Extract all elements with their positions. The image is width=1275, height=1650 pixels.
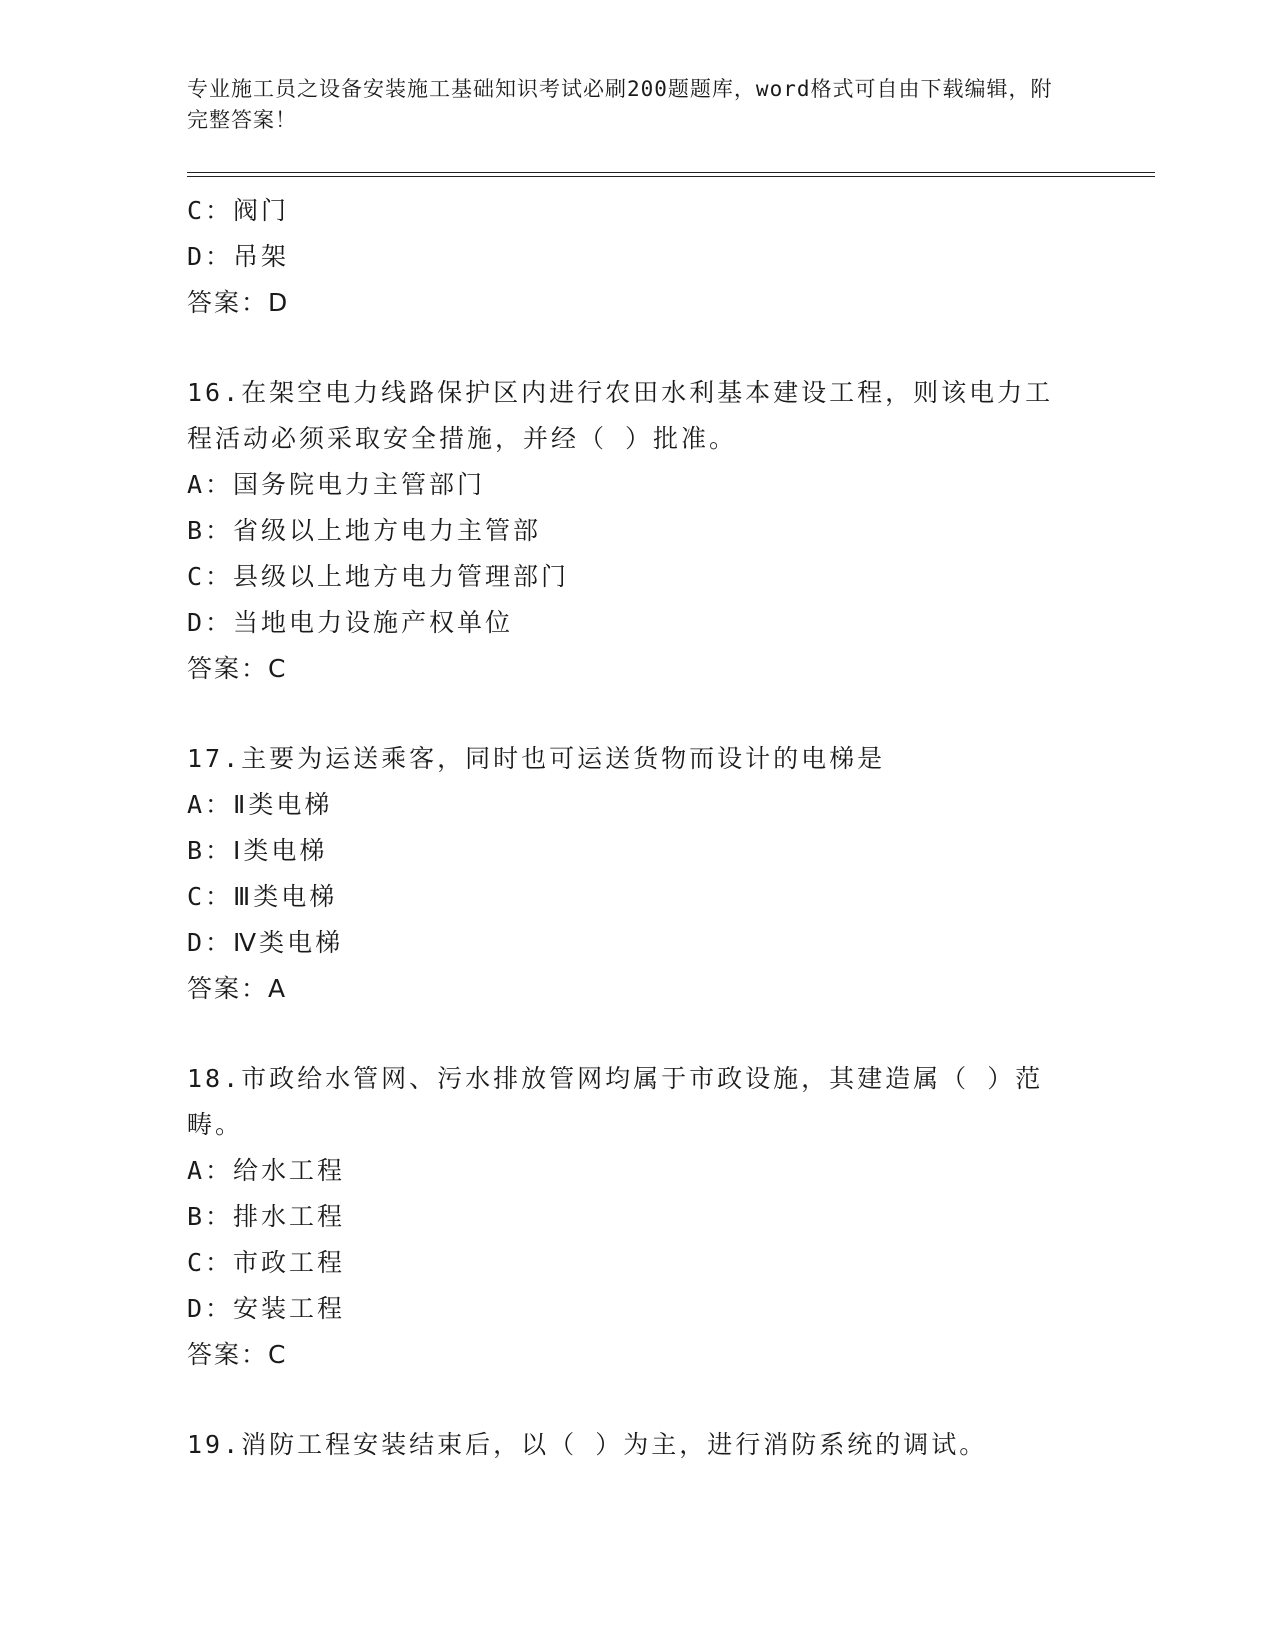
option-d: D：吊架 xyxy=(187,242,290,271)
option-a: A：国务院电力主管部门 xyxy=(187,470,486,499)
question-text-cont: 程活动必须采取安全措施，并经（ ）批准。 xyxy=(187,424,738,453)
answer: 答案：C xyxy=(187,654,288,683)
question-17 xyxy=(187,736,1087,1012)
option-c: C：Ⅲ类电梯 xyxy=(187,882,338,911)
option-b: B：省级以上地方电力主管部 xyxy=(187,516,542,545)
answer: 答案：D xyxy=(187,288,290,317)
question-text: 17.主要为运送乘客，同时也可运送货物而设计的电梯是 xyxy=(187,744,886,773)
document-header: 专业施工员之设备安装施工基础知识考试必刷200题题库，word格式可自由下载编辑，附完整答案！ xyxy=(187,77,1053,132)
previous-question-tail xyxy=(187,188,1087,326)
option-c: C：县级以上地方电力管理部门 xyxy=(187,562,570,591)
question-text: 19.消防工程安装结束后，以（ ）为主，进行消防系统的调试。 xyxy=(187,1430,988,1459)
option-a: A：给水工程 xyxy=(187,1156,346,1185)
answer: 答案：A xyxy=(187,974,288,1003)
option-a: A：Ⅱ类电梯 xyxy=(187,790,333,819)
answer: 答案：C xyxy=(187,1340,288,1369)
question-text: 18.市政给水管网、污水排放管网均属于市政设施，其建造属（ ）范 xyxy=(187,1064,1044,1093)
option-b: B：Ⅰ类电梯 xyxy=(187,836,328,865)
option-c: C：阀门 xyxy=(187,196,290,225)
question-text-cont: 畴。 xyxy=(187,1110,244,1139)
question-content xyxy=(187,188,1087,1468)
header-rule-bottom xyxy=(187,176,1155,177)
option-d: D：Ⅳ类电梯 xyxy=(187,928,344,957)
question-18 xyxy=(187,1056,1087,1378)
question-19 xyxy=(187,1422,1087,1468)
option-c: C：市政工程 xyxy=(187,1248,346,1277)
question-text: 16.在架空电力线路保护区内进行农田水利基本建设工程，则该电力工 xyxy=(187,378,1054,407)
option-d: D：安装工程 xyxy=(187,1294,346,1323)
header-rule-top xyxy=(187,172,1155,173)
option-b: B：排水工程 xyxy=(187,1202,346,1231)
option-d: D：当地电力设施产权单位 xyxy=(187,608,514,637)
question-16 xyxy=(187,370,1087,692)
